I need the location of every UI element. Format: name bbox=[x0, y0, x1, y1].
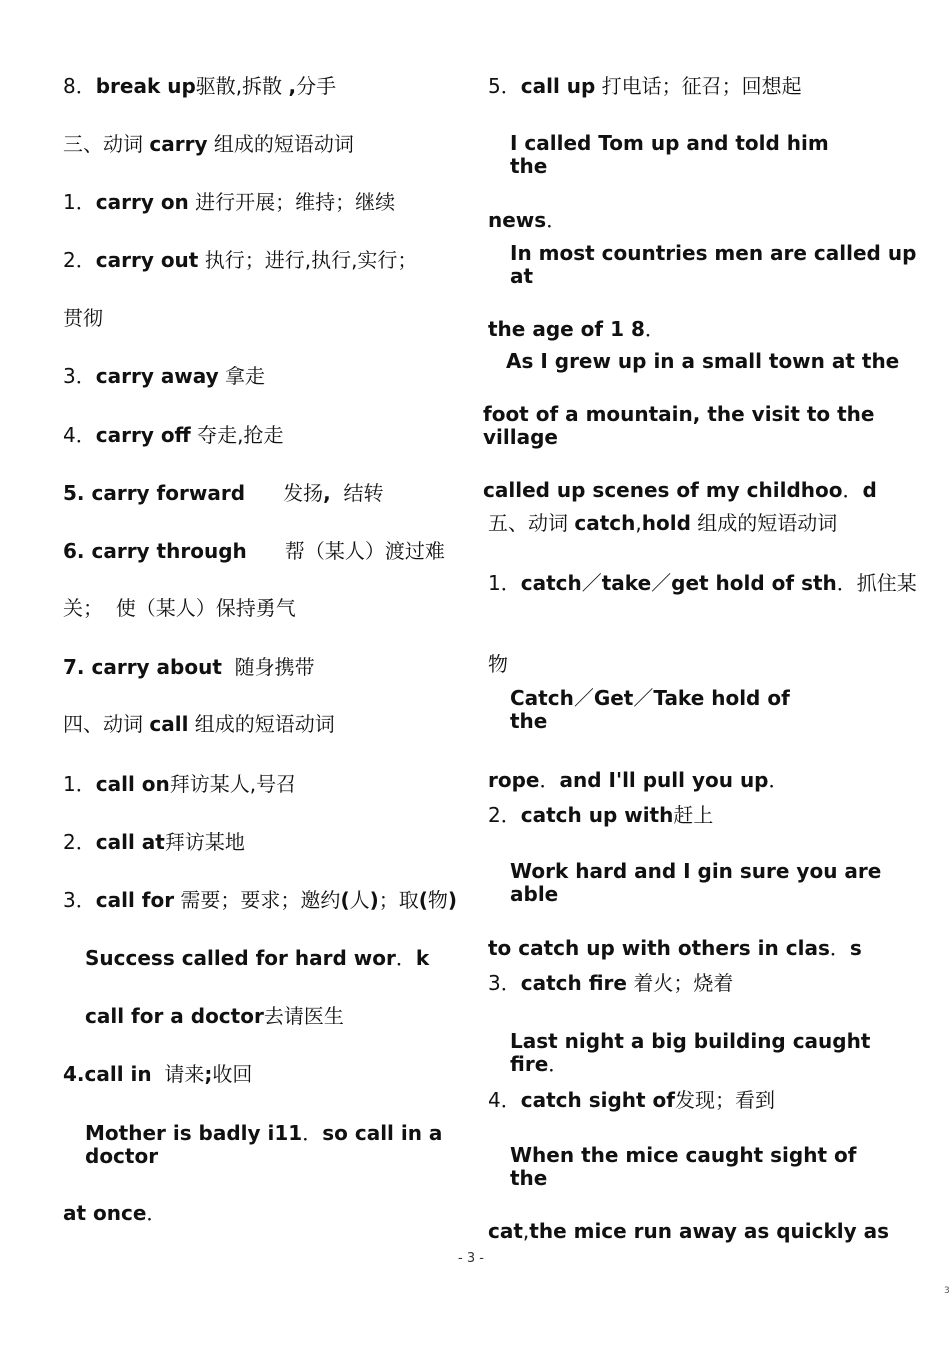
entry-call-on: 1．call on拜访某人,号召 bbox=[63, 772, 297, 796]
entry-call-up: 5．call up 打电话；征召；回想起 bbox=[488, 74, 802, 98]
example-call-in-continued: at once． bbox=[63, 1201, 167, 1225]
section-heading-carry: 三、动词 carry 组成的短语动词 bbox=[63, 132, 354, 156]
entry-carry-out-continued: 贯彻 bbox=[63, 306, 103, 330]
corner-page-mark: 3 bbox=[944, 1286, 950, 1296]
example-catch-sight-of: When the mice caught sight of the bbox=[510, 1143, 857, 1190]
example-call-up-3-end: called up scenes of my childhoo．d bbox=[483, 478, 877, 502]
example-catch-hold: Catch／Get／Take hold of the bbox=[510, 686, 790, 733]
entry-carry-through: 6. carry through 帮（某人）渡过难 bbox=[63, 539, 445, 563]
section-heading-catch-hold: 五、动词 catch,hold 组成的短语动词 bbox=[488, 511, 838, 535]
example-call-up-1: I called Tom up and told him the bbox=[510, 131, 829, 178]
example-call-up-3-continued: foot of a mountain, the visit to the village bbox=[483, 402, 875, 449]
example-catch-hold-continued: rope．and I'll pull you up． bbox=[488, 768, 789, 792]
section-heading-call: 四、动词 call 组成的短语动词 bbox=[63, 712, 335, 736]
entry-call-for: 3．call for 需要；要求；邀约(人)；取(物) bbox=[63, 888, 457, 912]
entry-catch-up-with: 2．catch up with赶上 bbox=[488, 803, 714, 827]
entry-carry-off: 4．carry off 夺走,抢走 bbox=[63, 423, 284, 447]
example-call-up-3: As I grew up in a small town at the bbox=[506, 349, 900, 373]
page-number: - 3 - bbox=[458, 1251, 484, 1266]
example-call-for-1: Success called for hard wor．k bbox=[85, 946, 430, 970]
entry-carry-through-continued: 关； 使（某人）保持勇气 bbox=[63, 596, 296, 620]
example-catch-sight-of-continued: cat,the mice run away as quickly as bbox=[488, 1219, 890, 1243]
entry-catch-hold-of-continued: 物 bbox=[488, 652, 508, 676]
entry-catch-hold-of: 1．catch／take／get hold of sth．抓住某 bbox=[488, 571, 917, 595]
entry-catch-sight-of: 4．catch sight of发现；看到 bbox=[488, 1088, 775, 1112]
example-call-up-1-continued: news． bbox=[488, 208, 567, 232]
entry-break-up: 8．break up驱散,拆散 ,分手 bbox=[63, 74, 337, 98]
entry-carry-away: 3．carry away 拿走 bbox=[63, 364, 266, 388]
example-call-in: Mother is badly i11．so call in a doctor bbox=[85, 1121, 443, 1168]
example-catch-up-with: Work hard and I gin sure you are able bbox=[510, 859, 882, 906]
entry-carry-about: 7. carry about 随身携带 bbox=[63, 655, 315, 679]
entry-carry-out: 2．carry out 执行；进行,执行,实行； bbox=[63, 248, 418, 272]
example-call-up-2: In most countries men are called up at bbox=[510, 241, 917, 288]
entry-carry-on: 1．carry on 进行开展；维持；继续 bbox=[63, 190, 396, 214]
entry-carry-forward: 5. carry forward 发扬, 结转 bbox=[63, 481, 384, 505]
entry-catch-fire: 3．catch fire 着火；烧着 bbox=[488, 971, 734, 995]
entry-call-at: 2．call at拜访某地 bbox=[63, 830, 245, 854]
entry-call-in: 4.call in 请来;收回 bbox=[63, 1062, 253, 1086]
example-call-for-2: call for a doctor去请医生 bbox=[85, 1004, 344, 1028]
example-catch-fire: Last night a big building caught fire． bbox=[510, 1029, 871, 1076]
example-call-up-2-continued: the age of 1 8． bbox=[488, 317, 665, 341]
example-catch-up-with-continued: to catch up with others in clas．s bbox=[488, 936, 862, 960]
